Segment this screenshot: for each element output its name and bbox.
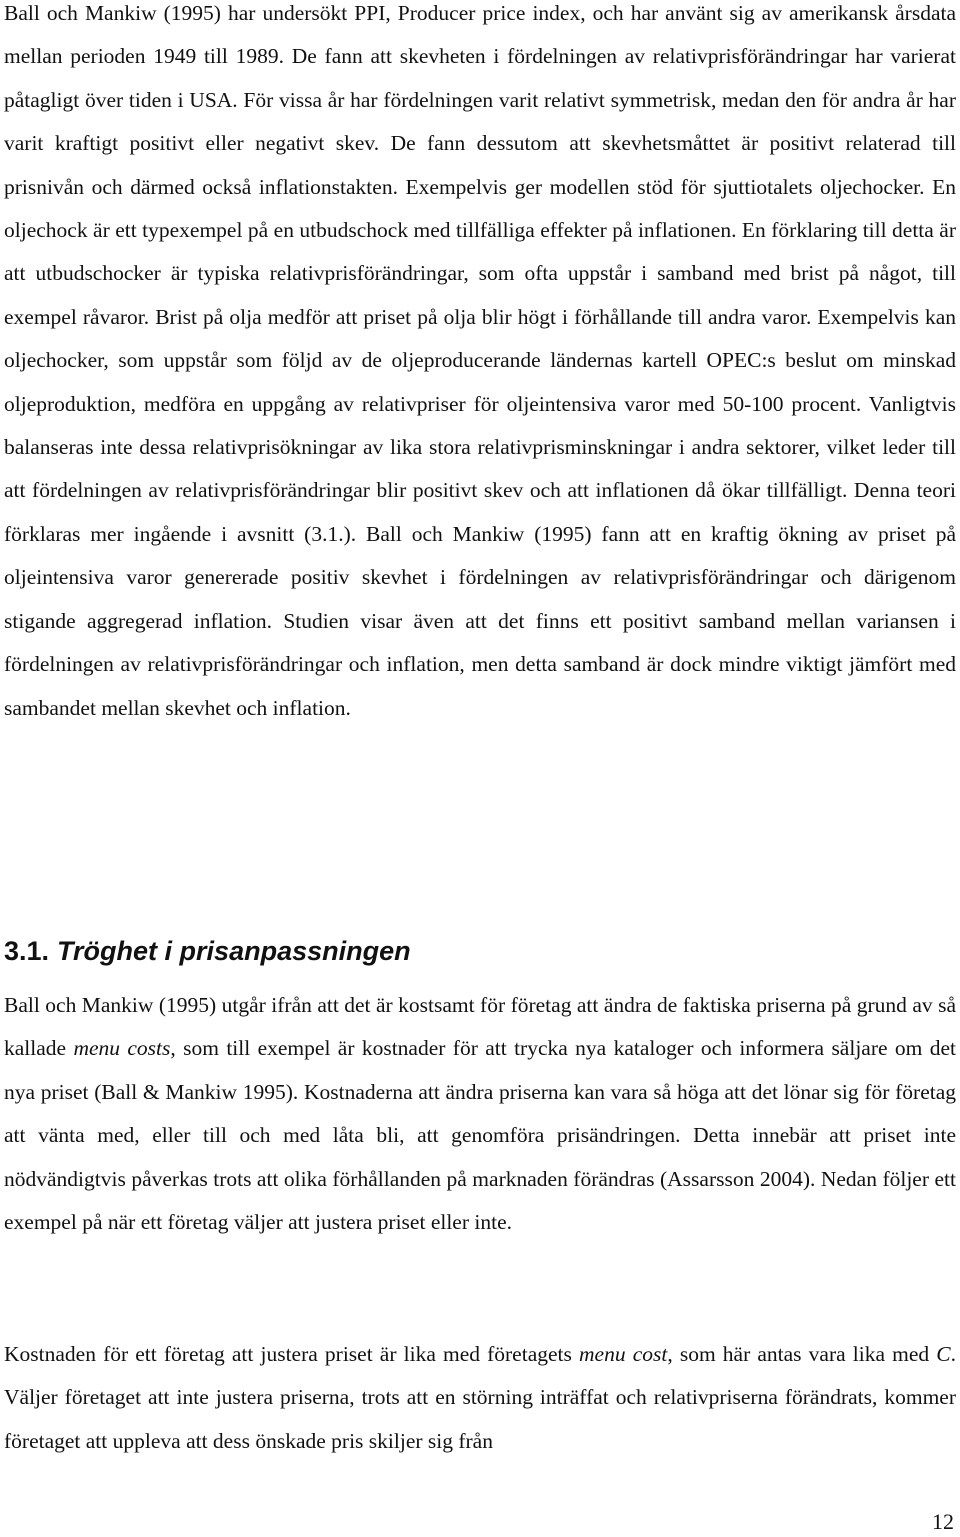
emphasis-variable-c: C xyxy=(936,1342,951,1366)
paragraph-menu-costs xyxy=(4,984,956,1244)
section-number: 3.1. xyxy=(4,936,50,966)
emphasis-menu-costs: menu costs xyxy=(73,1036,171,1061)
section-title: Tröghet i prisanpassningen xyxy=(57,936,411,966)
paragraph-text: , som här antas vara lika med xyxy=(667,1342,937,1366)
paragraph-ball-mankiw-ppi: Ball och Mankiw (1995) har undersökt PPI, Producer price index, och har använt sig av amerikansk årsdata mellan perioden 1949 till 1989. De fann att skevheten i fördelningen av relativprisförändringar har varierat påtagligt över tiden i USA. För vissa år har fördelningen varit relativt symmetrisk, medan den för andra år har varit kraftigt positivt eller negativt skev. De fann dessutom att skevhetsmåttet är positivt relaterad till prisnivån och därmed också inflationstakten. Exempelvis ger modellen stöd för sjuttiotalets oljechocker. En oljechock är ett typexempel på en utbudschock med tillfälliga effekter på inflationen. En förklaring till detta är att utbudschocker är typiska relativprisförändringar, som ofta uppstår i samband med brist på något, till exempel råvaror. Brist på olja medför att priset på olja blir högt i förhållande till andra varor. Exempelvis kan oljechocker, som uppstår som följd av de oljeproducerande ländernas kartell OPEC:s beslut om minskad oljeproduktion, medföra en uppgång av relativpriser för oljeintensiva varor med 50-100 procent. Vanligtvis balanseras inte dessa relativprisökningar av lika stora relativprisminskningar i andra sektorer, vilket leder till att fördelningen av relativprisförändringar blir positivt skev och att inflationen då ökar tillfälligt. Denna teori förklaras mer ingående i avsnitt (3.1.). Ball och Mankiw (1995) fann att en kraftig ökning av priset på oljeintensiva varor genererade positiv skevhet i fördelningen av relativprisförändringar och därigenom stigande aggregerad inflation. Studien visar även att det finns ett positivt samband mellan variansen i fördelningen av relativprisförändringar och inflation, men detta samband är dock mindre viktigt jämfört med sambandet mellan skevhet och inflation. xyxy=(4,1,956,720)
paragraph-adjustment-cost xyxy=(4,1333,956,1463)
paragraph-text: Kostnaden för ett företag att justera priset är lika med företagets xyxy=(4,1342,579,1366)
section-heading xyxy=(4,926,411,976)
paragraph-text: . Väljer företaget att inte justera priserna, trots att en störning inträffat och relativpriserna förändrats, kommer företaget att uppleva att dess önskade pris skiljer sig från xyxy=(4,1342,956,1453)
emphasis-menu-cost: menu cost xyxy=(579,1342,668,1366)
paragraph-text: Ball och Mankiw (1995) utgår ifrån att det är kostsamt för företag att ändra de faktiska priserna på grund av så kallade xyxy=(4,993,956,1061)
page-number: 12 xyxy=(932,1509,954,1534)
paragraph-text: , som till exempel är kostnader för att trycka nya kataloger och informera säljare om det nya priset (Ball & Mankiw 1995). Kostnaderna att ändra priserna kan vara så höga att det lönar sig för företag att vänta med, eller till och med låta bli, att genomföra prisändringen. Detta innebär att priset inte nödvändigtvis påverkas trots att olika förhållanden på marknaden förändras (Assarsson 2004). Nedan följer ett exempel på när ett företag väljer att justera priset eller inte. xyxy=(4,1036,957,1235)
